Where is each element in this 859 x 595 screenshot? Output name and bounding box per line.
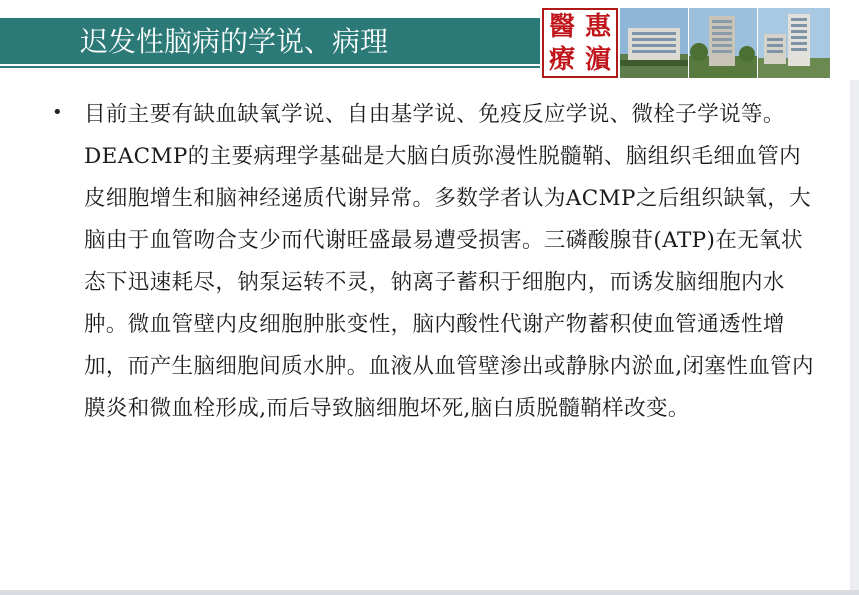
- title-underline: [0, 66, 540, 68]
- hospital-building-photo: [758, 8, 830, 78]
- logo-char: 醫: [548, 11, 575, 42]
- hospital-logo: [542, 8, 618, 78]
- slide-title: 迟发性脑病的学说、病理: [80, 25, 389, 58]
- bullet-marker: •: [52, 102, 63, 123]
- slide-bottom-edge: [0, 590, 859, 595]
- hospital-building-photo: [689, 8, 757, 78]
- body-paragraph: 目前主要有缺血缺氧学说、自由基学说、免疫反应学说、微栓子学说等。DEACMP的主要病理学基础是大脑白质弥漫性脱髓鞘、脑组织毛细血管内皮细胞增生和脑神经递质代谢异常。多数学者认为ACMP之后组织缺氧，大脑由于血管吻合支少而代谢旺盛最易遭受损害。三磷酸腺苷(ATP)在无氧状态下迅速耗尽，钠泵运转不灵，钠离子蓄积于细胞内，而诱发脑细胞内水肿。微血管壁内皮细胞肿胀变性，脑内酸性代谢产物蓄积使血管通透性增加，而产生脑细胞间质水肿。血液从血管壁渗出或静脉内淤血,闭塞性血管内膜炎和微血栓形成,而后导致脑细胞坏死,脑白质脱髓鞘样改变。: [84, 102, 814, 421]
- logo-char: 療: [548, 44, 575, 75]
- hospital-building-photo: [620, 8, 688, 78]
- logo-char: 濵: [584, 44, 611, 75]
- logo-char: 惠: [584, 11, 611, 42]
- slide-right-edge: [850, 80, 859, 595]
